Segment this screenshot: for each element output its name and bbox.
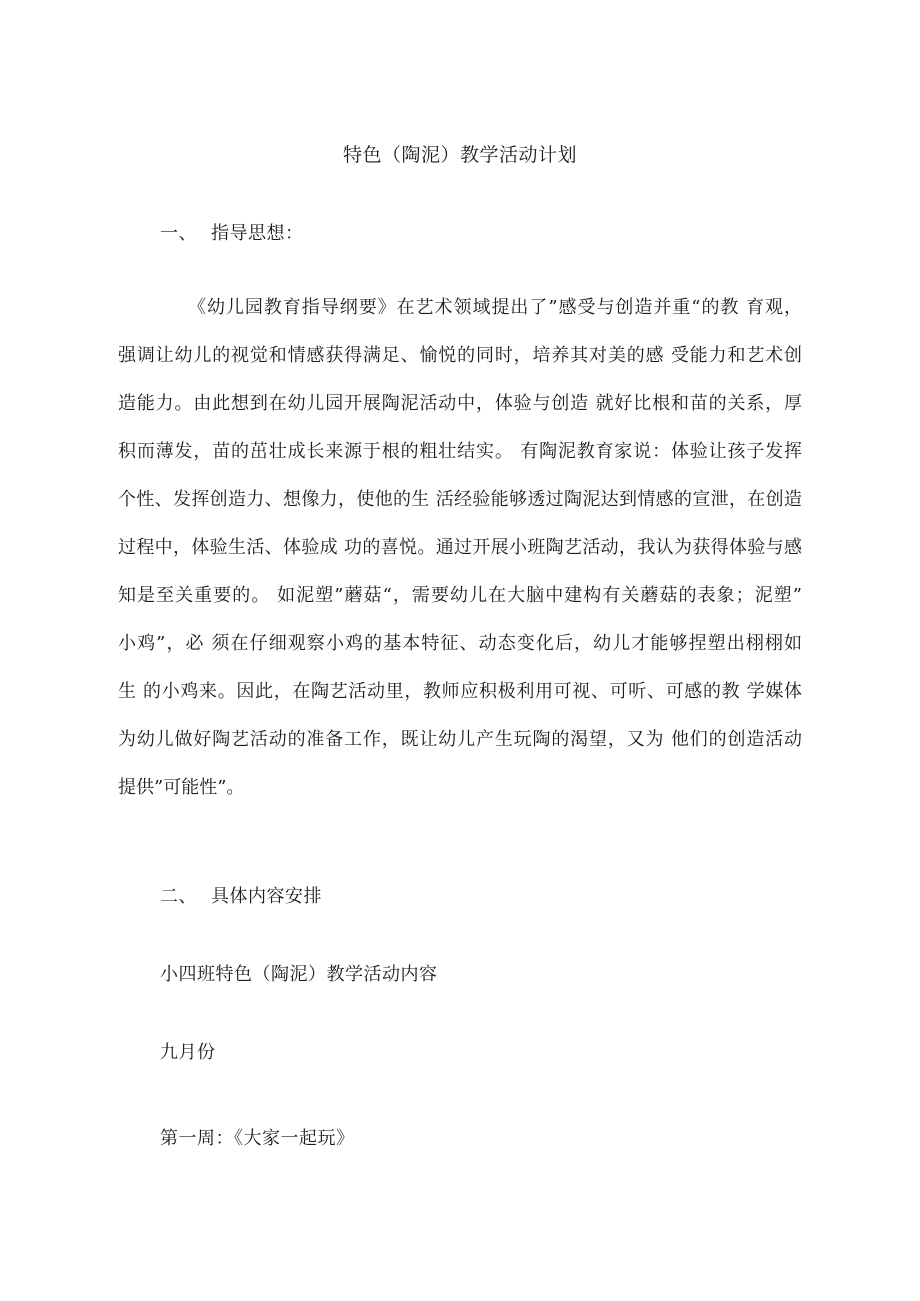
guiding-thought-paragraph xyxy=(118,284,802,812)
paragraph-line: 《幼儿园教育指导纲要》在艺术领域提出了”感受与创造并重“的教 育观， xyxy=(188,297,802,318)
month-label: 九月份 xyxy=(160,1042,216,1063)
paragraph-line: 提供”可能性”。 xyxy=(118,777,245,798)
paragraph-line: 个性、发挥创造力、想像力，使他的生 活经验能够透过陶泥达到情感的宣泄，在创造 xyxy=(118,489,802,510)
paragraph-line: 知是至关重要的。 如泥塑”蘑菇“，需要幼儿在大脑中建构有关蘑菇的表象；泥塑” xyxy=(118,585,802,606)
document-title: 特色（陶泥）教学活动计划 xyxy=(342,144,577,166)
paragraph-line: 积而薄发，苗的茁壮成长来源于根的粗壮结实。 有陶泥教育家说：体验让孩子发挥 xyxy=(118,441,802,462)
paragraph-line: 生 的小鸡来。因此，在陶艺活动里，教师应积极利用可视、可听、可感的教 学媒体 xyxy=(118,681,802,702)
section-heading-guiding-thought xyxy=(160,219,304,245)
paragraph-line: 为幼儿做好陶艺活动的准备工作，既让幼儿产生玩陶的渴望，又为 他们的创造活动 xyxy=(118,729,802,750)
paragraph-line: 造能力。由此想到在幼儿园开展陶泥活动中，体验与创造 就好比根和苗的关系，厚 xyxy=(118,393,802,414)
section-heading-content-arrangement xyxy=(160,882,322,908)
paragraph-line: 强调让幼儿的视觉和情感获得满足、愉悦的同时，培养其对美的感 受能力和艺术创 xyxy=(118,345,802,366)
section-number: 二、 xyxy=(160,886,197,907)
section-heading-text: 指导思想： xyxy=(211,223,304,244)
section-heading-text: 具体内容安排 xyxy=(211,886,322,907)
section-number: 一、 xyxy=(160,223,197,244)
paragraph-line: 过程中，体验生活、体验成 功的喜悦。通过开展小班陶艺活动，我认为获得体验与感 xyxy=(118,537,802,558)
week-item: 第一周：《大家一起玩》 xyxy=(160,1128,355,1149)
class-content-title: 小四班特色（陶泥）教学活动内容 xyxy=(160,964,438,985)
paragraph-line: 小鸡”，必 须在仔细观察小鸡的基本特征、动态变化后，幼儿才能够捏塑出栩栩如 xyxy=(118,633,802,654)
